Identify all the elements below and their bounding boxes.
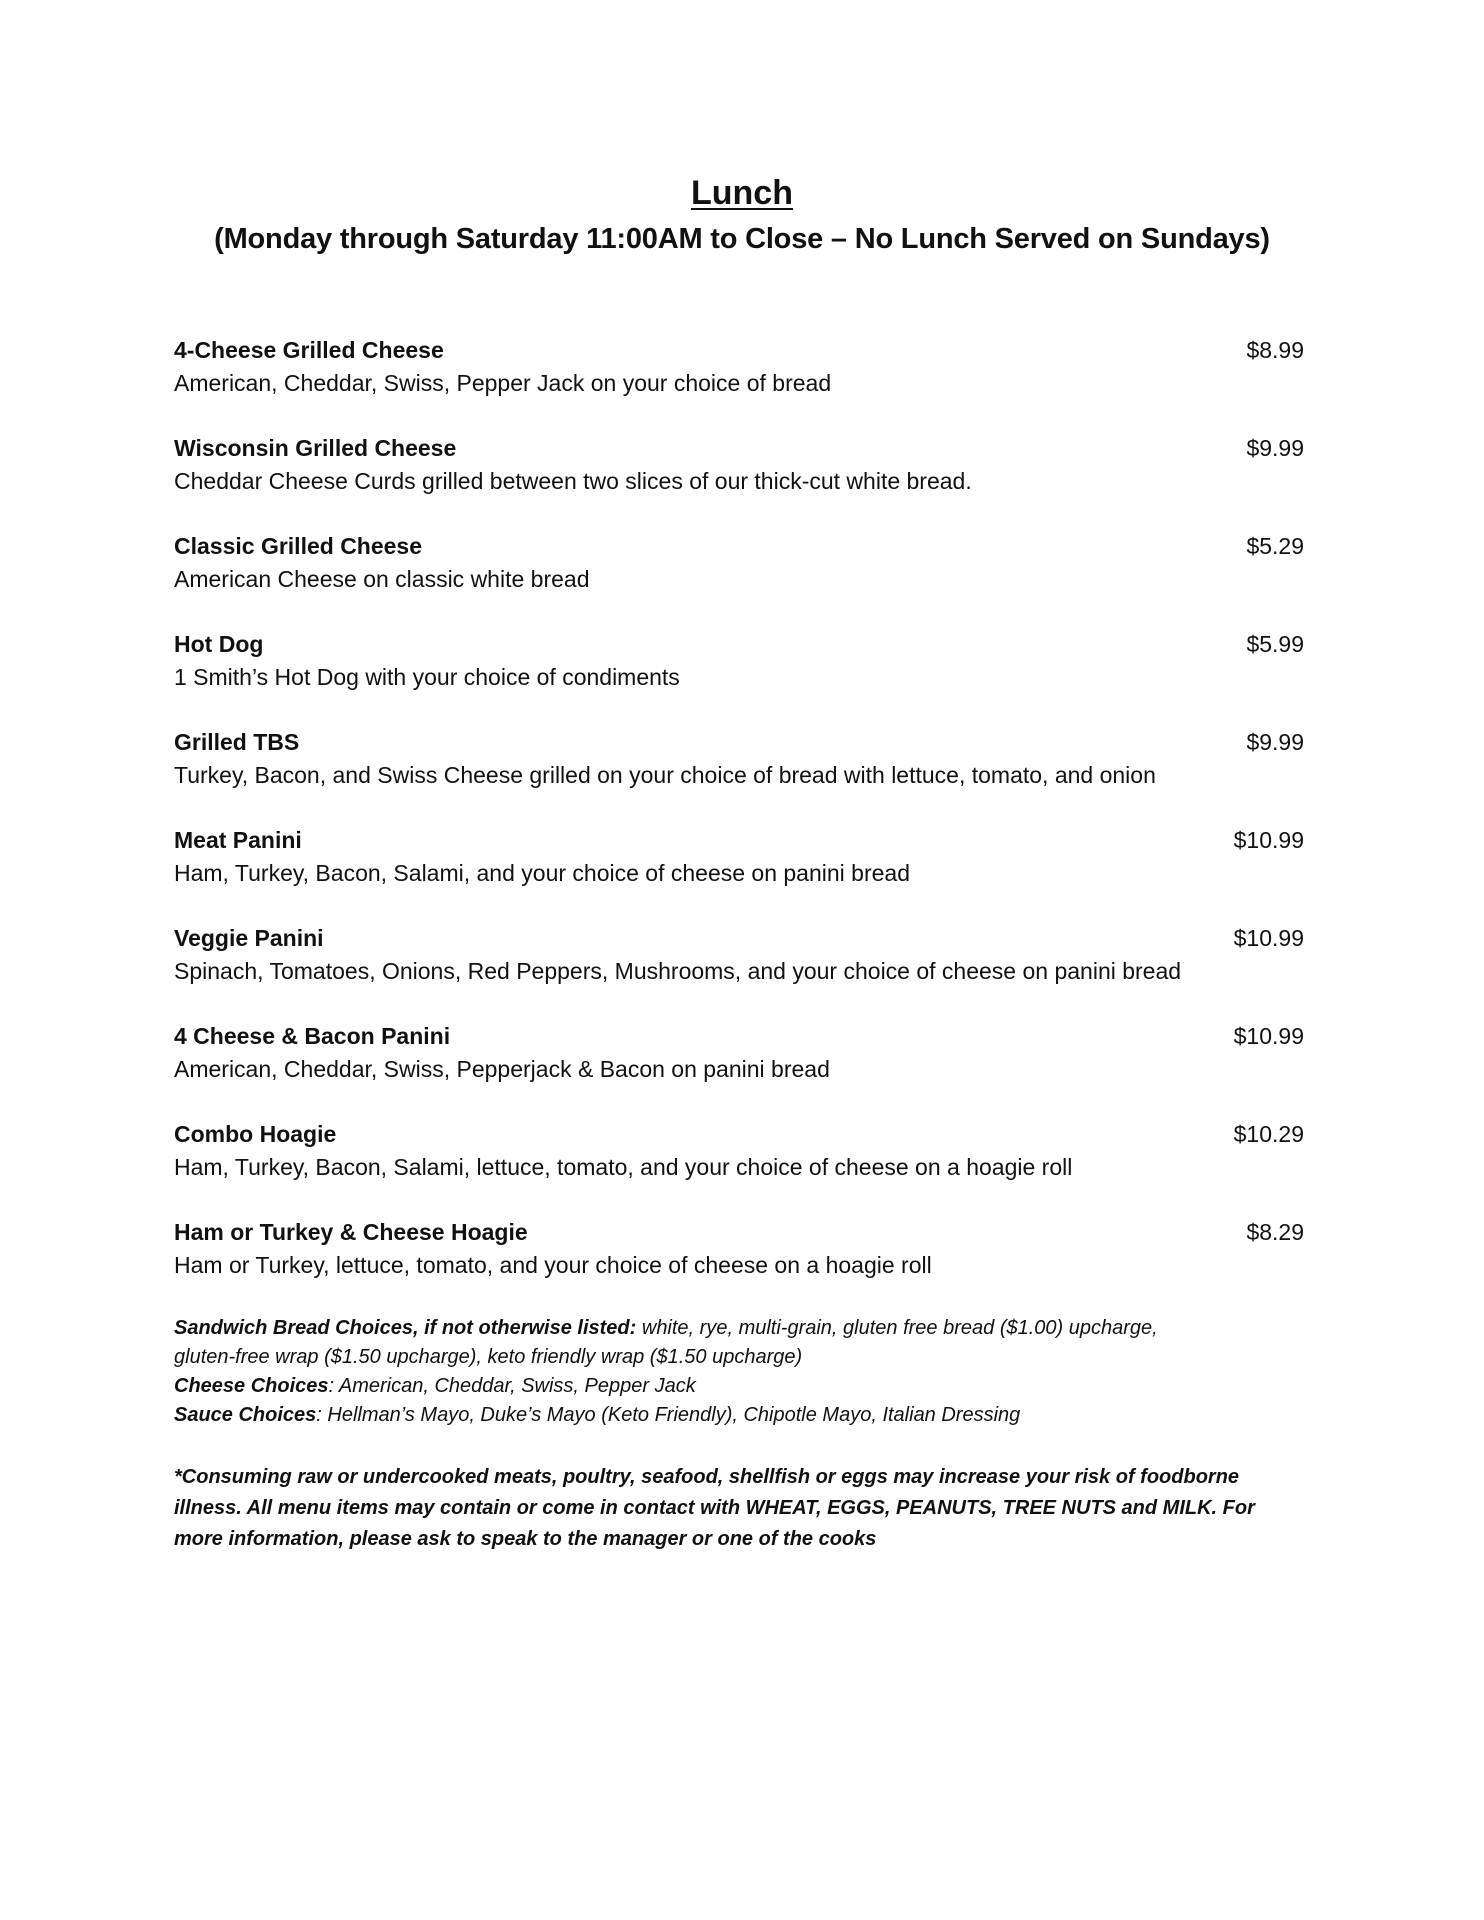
sauce-choices-text: : Hellman’s Mayo, Duke’s Mayo (Keto Friendly), Chipotle Mayo, Italian Dressing xyxy=(316,1404,1021,1426)
menu-item xyxy=(174,530,1314,628)
disclaimer-line: more information, please ask to speak to the manager or one of the cooks xyxy=(174,1528,877,1550)
menu-item xyxy=(174,628,1314,726)
menu-item-price: $5.29 xyxy=(1246,533,1304,559)
menu-item-description: Turkey, Bacon, and Swiss Cheese grilled on your choice of bread with lettuce, tomato, and onion xyxy=(174,762,1156,788)
menu-item-name: Hot Dog xyxy=(174,631,264,657)
menu-item-name: Combo Hoagie xyxy=(174,1121,337,1147)
bread-choices xyxy=(174,1314,1304,1343)
bread-choices-continued: gluten-free wrap ($1.50 upcharge), keto friendly wrap ($1.50 upcharge) xyxy=(174,1346,803,1368)
menu-item-description: Spinach, Tomatoes, Onions, Red Peppers, Mushrooms, and your choice of cheese on panini bread xyxy=(174,958,1182,984)
menu-item xyxy=(174,1216,1314,1314)
menu-item-name: Veggie Panini xyxy=(174,925,324,951)
menu-item-name: 4-Cheese Grilled Cheese xyxy=(174,337,444,363)
cheese-choices xyxy=(174,1372,1304,1401)
disclaimer-line: illness. All menu items may contain or come in contact with WHEAT, EGGS, PEANUTS, TREE NUTS and MILK. For xyxy=(174,1497,1255,1519)
menu-item-name: 4 Cheese & Bacon Panini xyxy=(174,1023,451,1049)
disclaimer-line: *Consuming raw or undercooked meats, poultry, seafood, shellfish or eggs may increase your risk of foodborne xyxy=(174,1466,1240,1488)
menu-item-name: Classic Grilled Cheese xyxy=(174,533,423,559)
sauce-choices-label: Sauce Choices xyxy=(174,1404,317,1426)
menu-item-price: $8.99 xyxy=(1246,337,1304,363)
sandwich-choices-note xyxy=(174,1314,1304,1430)
menu-item-price: $8.29 xyxy=(1246,1219,1304,1245)
menu-item-price: $10.99 xyxy=(1233,925,1304,951)
menu-item xyxy=(174,1020,1314,1118)
menu-item-description: American, Cheddar, Swiss, Pepper Jack on your choice of bread xyxy=(174,370,832,396)
menu-item xyxy=(174,922,1314,1020)
menu-item-description: American, Cheddar, Swiss, Pepperjack & Bacon on panini bread xyxy=(174,1056,830,1082)
menu-item-price: $5.99 xyxy=(1246,631,1304,657)
page-subtitle: (Monday through Saturday 11:00AM to Close – No Lunch Served on Sundays) xyxy=(214,223,1270,255)
menu-item-price: $10.99 xyxy=(1233,827,1304,853)
menu-item-name: Wisconsin Grilled Cheese xyxy=(174,435,457,461)
menu-item-price: $9.99 xyxy=(1246,729,1304,755)
sauce-choices xyxy=(174,1401,1304,1430)
menu-item-name: Meat Panini xyxy=(174,827,302,853)
menu-item-description: Ham, Turkey, Bacon, Salami, and your choice of cheese on panini bread xyxy=(174,860,910,886)
menu-item-description: Cheddar Cheese Curds grilled between two slices of our thick-cut white bread. xyxy=(174,468,972,494)
bread-choices-text: white, rye, multi-grain, gluten free bread ($1.00) upcharge, xyxy=(636,1317,1158,1339)
page-title-text: Lunch xyxy=(691,174,793,212)
menu-item-name: Grilled TBS xyxy=(174,729,300,755)
bread-choices-label: Sandwich Bread Choices, if not otherwise listed: xyxy=(174,1317,637,1339)
menu-item-description: Ham or Turkey, lettuce, tomato, and your choice of cheese on a hoagie roll xyxy=(174,1252,932,1278)
menu-item xyxy=(174,1118,1314,1216)
menu-item-description: American Cheese on classic white bread xyxy=(174,566,590,592)
menu-item-price: $10.29 xyxy=(1233,1121,1304,1147)
menu-item-description: Ham, Turkey, Bacon, Salami, lettuce, tomato, and your choice of cheese on a hoagie roll xyxy=(174,1154,1073,1180)
menu-item xyxy=(174,334,1314,432)
menu-item-price: $10.99 xyxy=(1233,1023,1304,1049)
menu-item xyxy=(174,824,1314,922)
menu-item-description: 1 Smith’s Hot Dog with your choice of condiments xyxy=(174,664,680,690)
menu-item-price: $9.99 xyxy=(1246,435,1304,461)
cheese-choices-label: Cheese Choices xyxy=(174,1375,329,1397)
menu-item-name: Ham or Turkey & Cheese Hoagie xyxy=(174,1219,528,1245)
allergy-disclaimer xyxy=(174,1462,1304,1555)
cheese-choices-text: : American, Cheddar, Swiss, Pepper Jack xyxy=(328,1375,696,1397)
page-title xyxy=(0,173,1484,213)
menu-item xyxy=(174,726,1314,824)
menu-list xyxy=(174,334,1314,1314)
menu-item xyxy=(174,432,1314,530)
